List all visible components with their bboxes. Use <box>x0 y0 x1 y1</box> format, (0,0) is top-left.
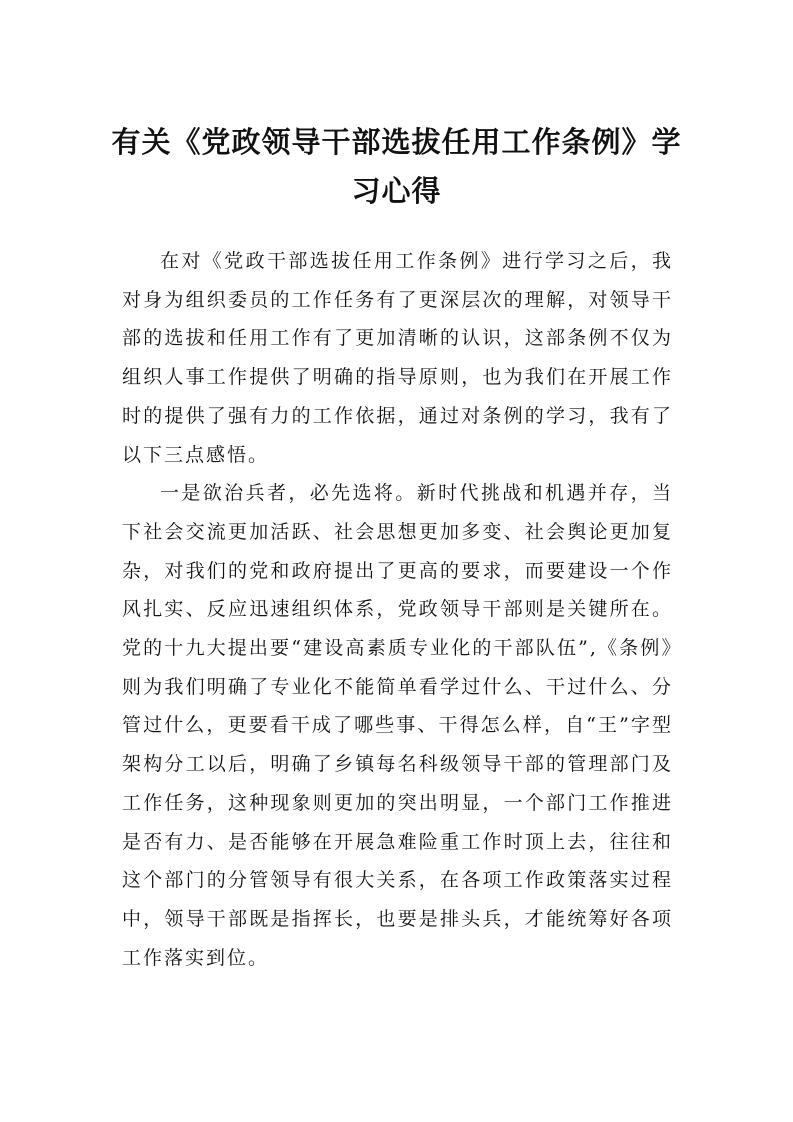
paragraph-intro: 在对《党政干部选拔任用工作条例》进行学习之后，我对身为组织委员的工作任务有了更深层次的理解，对领导干部的选拔和任用工作有了更加清晰的认识，这部条例不仅为组织人事工作提供了明确的指导原则，也为我们在开展工作时的提供了强有力的工作依据，通过对条例的学习，我有了以下三点感悟。 <box>122 250 673 466</box>
document-body <box>122 242 673 977</box>
document-title: 有关《党政领导干部选拔任用工作条例》学习心得 <box>111 125 682 208</box>
paragraph-point-one: 一是欲治兵者，必先选将。新时代挑战和机遇并存，当下社会交流更加活跃、社会思想更加多变、社会舆论更加复杂，对我们的党和政府提出了更高的要求，而要建设一个作风扎实、反应迅速组织体系，党政领导干部则是关键所在。党的十九大提出要“建设高素质专业化的干部队伍”,《条例》则为我们明确了专业化不能简单看学过什么、干过什么、分管过什么，更要看干成了哪些事、干得怎么样，自“王”字型架构分工以后，明确了乡镇每名科级领导干部的管理部门及工作任务，这种现象则更加的突出明显，一个部门工作推进是否有力、是否能够在开展急难险重工作时顶上去，往往和这个部门的分管领导有很大关系，在各项工作政策落实过程中，领导干部既是指挥长，也要是排头兵，才能统筹好各项工作落实到位。 <box>122 482 673 969</box>
